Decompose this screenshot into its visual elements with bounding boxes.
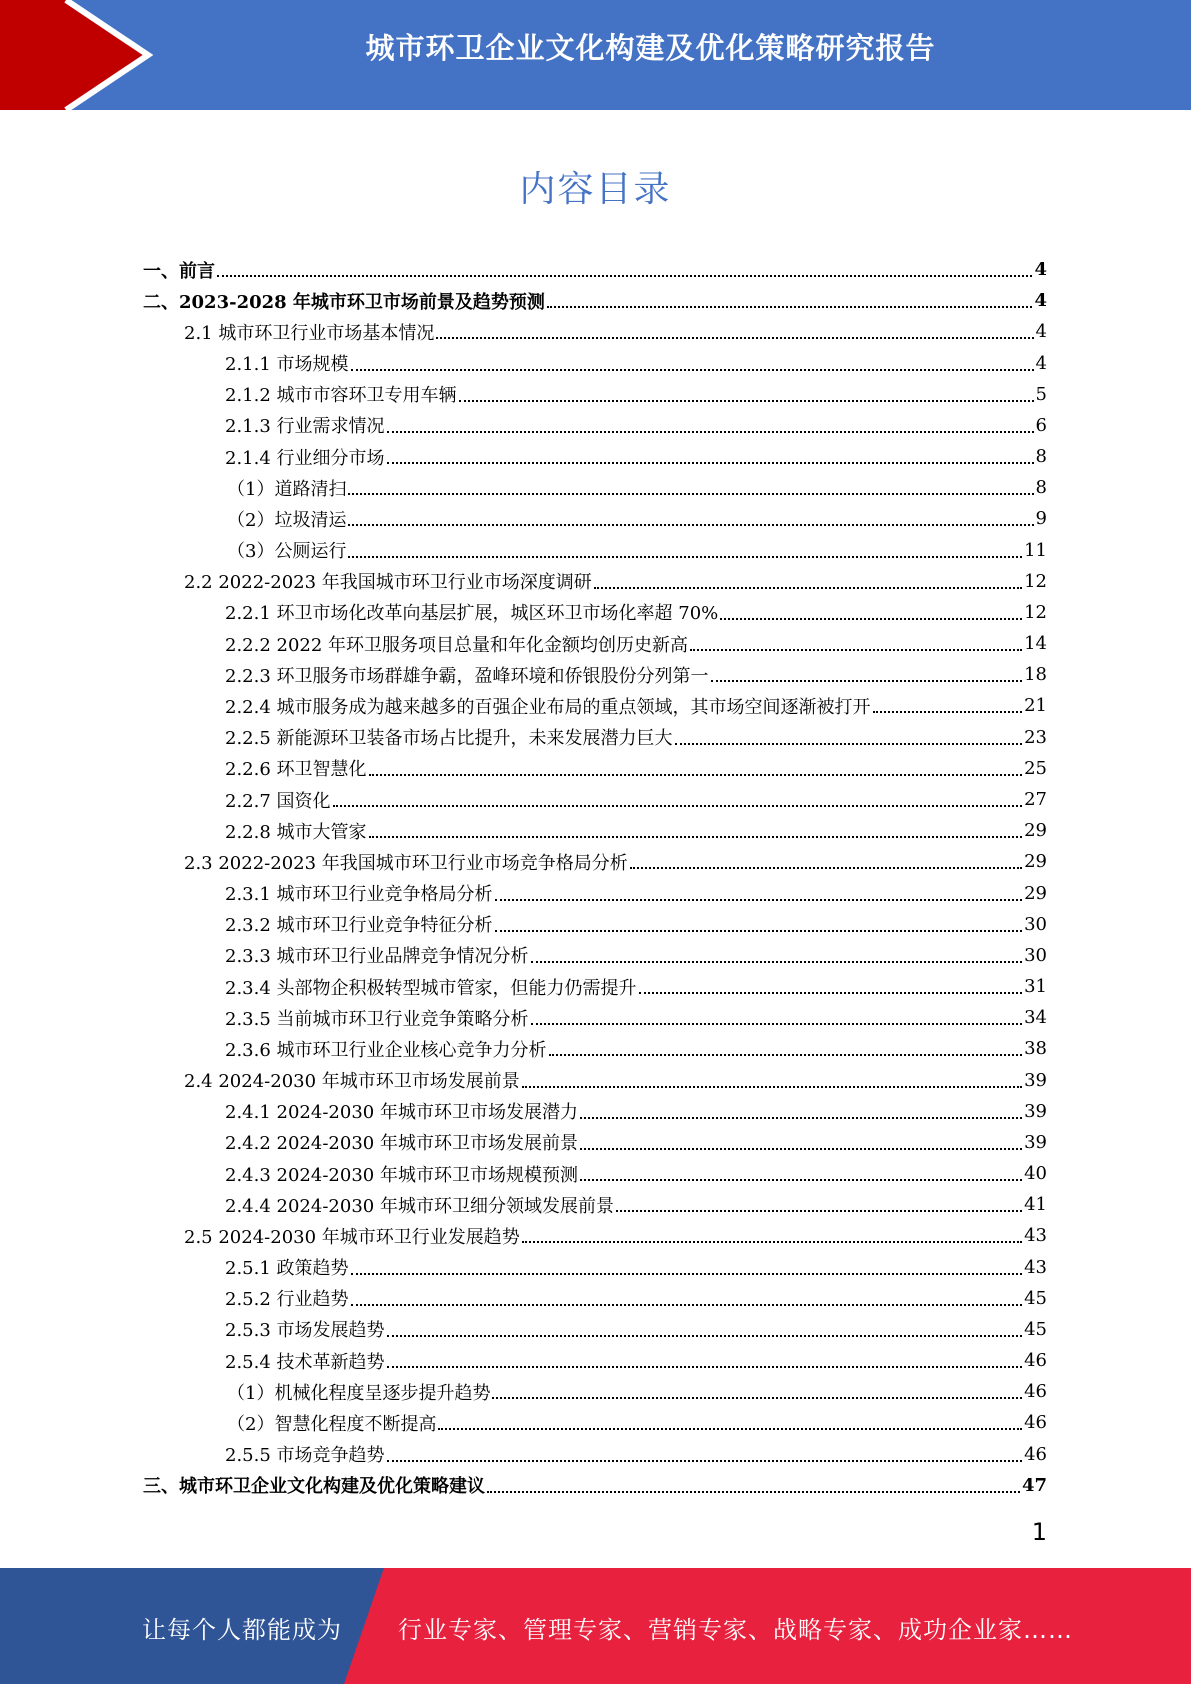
toc-dot-leader bbox=[348, 555, 1022, 558]
toc-entry-title: （1）道路清扫 bbox=[227, 478, 347, 500]
toc-entry-title: 2.2.8 城市大管家 bbox=[225, 821, 367, 843]
toc-entry-page: 8 bbox=[1035, 446, 1047, 468]
toc-entry-page: 4 bbox=[1035, 321, 1047, 343]
toc-dot-leader bbox=[387, 1365, 1023, 1368]
toc-dot-leader bbox=[348, 492, 1033, 495]
toc-entry-title: 2.2.4 城市服务成为越来越多的百强企业布局的重点领域，其市场空间逐渐被打开 bbox=[225, 696, 871, 718]
toc-entry-title: 2.4 2024-2030 年城市环卫市场发展前景 bbox=[184, 1071, 520, 1093]
toc-entry-title: 2.1.1 市场规模 bbox=[225, 354, 349, 376]
toc-entry[interactable] bbox=[143, 628, 1047, 659]
toc-entry-title: 2.3 2022-2023 年我国城市环卫行业市场竞争格局分析 bbox=[184, 852, 628, 874]
toc-entry-title: 2.1.3 行业需求情况 bbox=[225, 416, 385, 438]
toc-entry-title: （3）公厕运行 bbox=[227, 541, 347, 563]
toc-entry-title: （2）智慧化程度不断提高 bbox=[227, 1413, 437, 1435]
toc-entry[interactable] bbox=[143, 1158, 1047, 1189]
toc-entry-title: （1）机械化程度呈逐步提升趋势 bbox=[227, 1382, 491, 1404]
toc-dot-leader bbox=[459, 399, 1034, 402]
toc-entry-page: 29 bbox=[1024, 882, 1047, 904]
footer-slogan-left: 让每个人都能成为 bbox=[142, 1616, 342, 1644]
toc-entry-page: 18 bbox=[1024, 664, 1047, 686]
toc-entry-title: 一、前言 bbox=[143, 260, 215, 282]
toc-dot-leader bbox=[531, 1022, 1023, 1025]
toc-dot-leader bbox=[522, 1240, 1022, 1243]
toc-dot-leader bbox=[387, 1459, 1023, 1462]
toc-entry-title: 2.5.5 市场竞争趋势 bbox=[225, 1445, 385, 1467]
page-number: 1 bbox=[1031, 1518, 1047, 1546]
toc-entry[interactable] bbox=[143, 1064, 1047, 1095]
toc-entry-title: 2.3.1 城市环卫行业竞争格局分析 bbox=[225, 884, 493, 906]
toc-entry-page: 43 bbox=[1024, 1256, 1047, 1278]
toc-entry[interactable] bbox=[143, 1127, 1047, 1158]
toc-entry-title: 2.2.6 环卫智慧化 bbox=[225, 759, 367, 781]
toc-entry[interactable] bbox=[143, 348, 1047, 379]
toc-dot-leader bbox=[351, 1303, 1023, 1306]
toc-entry[interactable] bbox=[143, 846, 1047, 877]
toc-entry[interactable] bbox=[143, 1376, 1047, 1407]
toc-dot-leader bbox=[675, 742, 1023, 745]
toc-entry-title: （2）垃圾清运 bbox=[227, 509, 347, 531]
toc-entry[interactable] bbox=[143, 316, 1047, 347]
toc-entry-title: 二、2023-2028 年城市环卫市场前景及趋势预测 bbox=[143, 291, 545, 313]
toc-entry[interactable] bbox=[143, 1220, 1047, 1251]
toc-entry-title: 2.3.6 城市环卫行业企业核心竞争力分析 bbox=[225, 1039, 547, 1061]
table-of-contents bbox=[143, 254, 1047, 1501]
toc-entry-page: 46 bbox=[1024, 1381, 1047, 1403]
toc-entry-title: 2.5.1 政策趋势 bbox=[225, 1258, 349, 1280]
toc-entry-page: 27 bbox=[1024, 789, 1047, 810]
toc-dot-leader bbox=[873, 710, 1023, 713]
toc-entry-page: 39 bbox=[1024, 1100, 1047, 1122]
toc-entry[interactable] bbox=[143, 441, 1047, 472]
toc-entry-page: 14 bbox=[1024, 633, 1047, 655]
toc-entry-title: 2.4.3 2024-2030 年城市环卫市场规模预测 bbox=[225, 1164, 578, 1186]
toc-entry-title: 2.2 2022-2023 年我国城市环卫行业市场深度调研 bbox=[184, 572, 592, 594]
toc-entry-page: 46 bbox=[1024, 1443, 1047, 1465]
toc-entry-title: 2.4.1 2024-2030 年城市环卫市场发展潜力 bbox=[225, 1102, 578, 1124]
toc-dot-leader bbox=[387, 461, 1034, 464]
toc-entry-page: 29 bbox=[1024, 820, 1047, 842]
toc-entry[interactable] bbox=[143, 659, 1047, 690]
toc-entry-page: 23 bbox=[1024, 726, 1047, 748]
toc-entry-page: 46 bbox=[1024, 1350, 1047, 1372]
toc-dot-leader bbox=[531, 960, 1023, 963]
toc-entry-page: 9 bbox=[1035, 508, 1047, 530]
toc-entry[interactable] bbox=[143, 1283, 1047, 1314]
toc-dot-leader bbox=[495, 929, 1023, 932]
page-header bbox=[0, 0, 1191, 110]
toc-dot-leader bbox=[348, 523, 1033, 526]
toc-entry[interactable] bbox=[143, 971, 1047, 1002]
toc-entry[interactable] bbox=[143, 379, 1047, 410]
toc-entry-page: 30 bbox=[1024, 944, 1047, 966]
toc-entry[interactable] bbox=[143, 1470, 1047, 1501]
toc-dot-leader bbox=[438, 1427, 1022, 1430]
toc-entry[interactable] bbox=[143, 535, 1047, 566]
toc-entry-title: 2.3.4 头部物企积极转型城市管家，但能力仍需提升 bbox=[225, 977, 637, 999]
toc-entry[interactable] bbox=[143, 1314, 1047, 1345]
toc-dot-leader bbox=[369, 835, 1023, 838]
toc-dot-leader bbox=[387, 430, 1034, 433]
toc-entry[interactable] bbox=[143, 753, 1047, 784]
toc-entry-page: 4 bbox=[1034, 259, 1047, 281]
toc-entry-page: 29 bbox=[1024, 851, 1047, 873]
toc-entry[interactable] bbox=[143, 410, 1047, 441]
toc-entry[interactable] bbox=[143, 1252, 1047, 1283]
toc-entry-page: 21 bbox=[1024, 695, 1047, 717]
toc-dot-leader bbox=[387, 1334, 1023, 1337]
toc-entry-title: 2.3.5 当前城市环卫行业竞争策略分析 bbox=[225, 1008, 529, 1030]
toc-entry[interactable] bbox=[143, 940, 1047, 971]
toc-dot-leader bbox=[495, 898, 1023, 901]
toc-dot-leader bbox=[217, 274, 1032, 277]
toc-entry-page: 47 bbox=[1021, 1474, 1047, 1496]
toc-entry[interactable] bbox=[143, 597, 1047, 628]
toc-dot-leader bbox=[711, 679, 1023, 682]
toc-dot-leader bbox=[369, 773, 1023, 776]
toc-dot-leader bbox=[351, 1272, 1023, 1275]
toc-entry-title: 2.2.1 环卫市场化改革向基层扩展，城区环卫市场化率超 70% bbox=[225, 603, 719, 625]
toc-dot-leader bbox=[690, 648, 1022, 651]
toc-entry-page: 11 bbox=[1024, 539, 1047, 561]
toc-entry-title: 2.2.3 环卫服务市场群雄争霸，盈峰环境和侨银股份分列第一 bbox=[225, 665, 709, 687]
toc-entry[interactable] bbox=[143, 722, 1047, 753]
toc-entry-page: 41 bbox=[1024, 1194, 1047, 1216]
toc-entry-page: 12 bbox=[1024, 570, 1047, 592]
toc-entry-page: 45 bbox=[1024, 1318, 1047, 1340]
toc-entry-page: 39 bbox=[1024, 1069, 1047, 1091]
toc-dot-leader bbox=[547, 305, 1033, 308]
toc-dot-leader bbox=[580, 1116, 1022, 1119]
toc-entry[interactable] bbox=[143, 254, 1047, 285]
toc-entry-page: 45 bbox=[1024, 1287, 1047, 1309]
toc-entry[interactable] bbox=[143, 1096, 1047, 1127]
toc-entry-title: 2.5.3 市场发展趋势 bbox=[225, 1320, 385, 1342]
toc-dot-leader bbox=[630, 866, 1022, 869]
toc-entry[interactable] bbox=[143, 1033, 1047, 1064]
toc-dot-leader bbox=[639, 991, 1023, 994]
toc-entry-page: 25 bbox=[1024, 757, 1047, 779]
toc-entry-title: 2.1.4 行业细分市场 bbox=[225, 447, 385, 469]
toc-dot-leader bbox=[492, 1396, 1022, 1399]
toc-entry-title: 2.5 2024-2030 年城市环卫行业发展趋势 bbox=[184, 1226, 520, 1248]
toc-dot-leader bbox=[580, 1147, 1022, 1150]
toc-entry-page: 12 bbox=[1024, 601, 1047, 623]
toc-entry[interactable] bbox=[143, 1439, 1047, 1470]
toc-dot-leader bbox=[333, 804, 1023, 807]
toc-entry[interactable] bbox=[143, 1189, 1047, 1220]
toc-entry-title: 2.4.4 2024-2030 年城市环卫细分领域发展前景 bbox=[225, 1195, 614, 1217]
document-title: 城市环卫企业文化构建及优化策略研究报告 bbox=[365, 31, 936, 65]
toc-entry-title: 2.1.2 城市市容环卫专用车辆 bbox=[225, 385, 457, 407]
toc-entry-title: 2.3.2 城市环卫行业竞争特征分析 bbox=[225, 915, 493, 937]
toc-entry-title: 三、城市环卫企业文化构建及优化策略建议 bbox=[143, 1476, 485, 1498]
page-footer bbox=[0, 1568, 1191, 1684]
toc-entry-title: 2.2.7 国资化 bbox=[225, 790, 331, 812]
toc-dot-leader bbox=[522, 1085, 1022, 1088]
toc-entry-page: 43 bbox=[1024, 1225, 1047, 1247]
toc-dot-leader bbox=[487, 1490, 1020, 1493]
toc-entry-title: 2.4.2 2024-2030 年城市环卫市场发展前景 bbox=[225, 1133, 578, 1155]
toc-entry-page: 6 bbox=[1035, 414, 1047, 436]
toc-entry-title: 2.5.4 技术革新趋势 bbox=[225, 1351, 385, 1373]
toc-dot-leader bbox=[616, 1209, 1022, 1212]
toc-entry-page: 4 bbox=[1034, 290, 1047, 312]
toc-entry[interactable] bbox=[143, 909, 1047, 940]
toc-entry-title: 2.5.2 行业趋势 bbox=[225, 1289, 349, 1311]
toc-entry-page: 40 bbox=[1024, 1163, 1047, 1185]
toc-entry[interactable] bbox=[143, 1345, 1047, 1376]
toc-entry-page: 39 bbox=[1024, 1131, 1047, 1153]
toc-entry[interactable] bbox=[143, 784, 1047, 815]
toc-entry[interactable] bbox=[143, 1002, 1047, 1033]
toc-entry-page: 4 bbox=[1035, 352, 1047, 374]
toc-entry[interactable] bbox=[143, 503, 1047, 534]
toc-entry-page: 31 bbox=[1024, 976, 1047, 998]
toc-entry[interactable] bbox=[143, 1407, 1047, 1438]
toc-entry-page: 46 bbox=[1024, 1412, 1047, 1434]
toc-entry[interactable] bbox=[143, 566, 1047, 597]
toc-heading: 内容目录 bbox=[519, 169, 672, 210]
toc-dot-leader bbox=[549, 1053, 1023, 1056]
toc-entry[interactable] bbox=[143, 877, 1047, 908]
toc-entry-title: 2.3.3 城市环卫行业品牌竞争情况分析 bbox=[225, 946, 529, 968]
toc-entry[interactable] bbox=[143, 472, 1047, 503]
toc-entry-title: 2.2.5 新能源环卫装备市场占比提升，未来发展潜力巨大 bbox=[225, 728, 673, 750]
toc-entry-page: 30 bbox=[1024, 913, 1047, 935]
toc-entry-page: 5 bbox=[1035, 383, 1047, 405]
toc-entry-title: 2.2.2 2022 年环卫服务项目总量和年化金额均创历史新高 bbox=[225, 634, 689, 656]
toc-entry[interactable] bbox=[143, 285, 1047, 316]
toc-dot-leader bbox=[580, 1178, 1022, 1181]
toc-entry-page: 34 bbox=[1024, 1007, 1047, 1029]
toc-dot-leader bbox=[436, 336, 1033, 339]
footer-slogan-right: 行业专家、管理专家、营销专家、战略专家、成功企业家…… bbox=[398, 1616, 1073, 1644]
toc-entry[interactable] bbox=[143, 690, 1047, 721]
toc-dot-leader bbox=[594, 586, 1022, 589]
toc-entry-page: 38 bbox=[1024, 1038, 1047, 1060]
toc-dot-leader bbox=[351, 368, 1034, 371]
toc-entry[interactable] bbox=[143, 815, 1047, 846]
toc-dot-leader bbox=[720, 617, 1022, 620]
toc-entry-page: 8 bbox=[1035, 477, 1047, 499]
toc-entry-title: 2.1 城市环卫行业市场基本情况 bbox=[184, 322, 435, 344]
